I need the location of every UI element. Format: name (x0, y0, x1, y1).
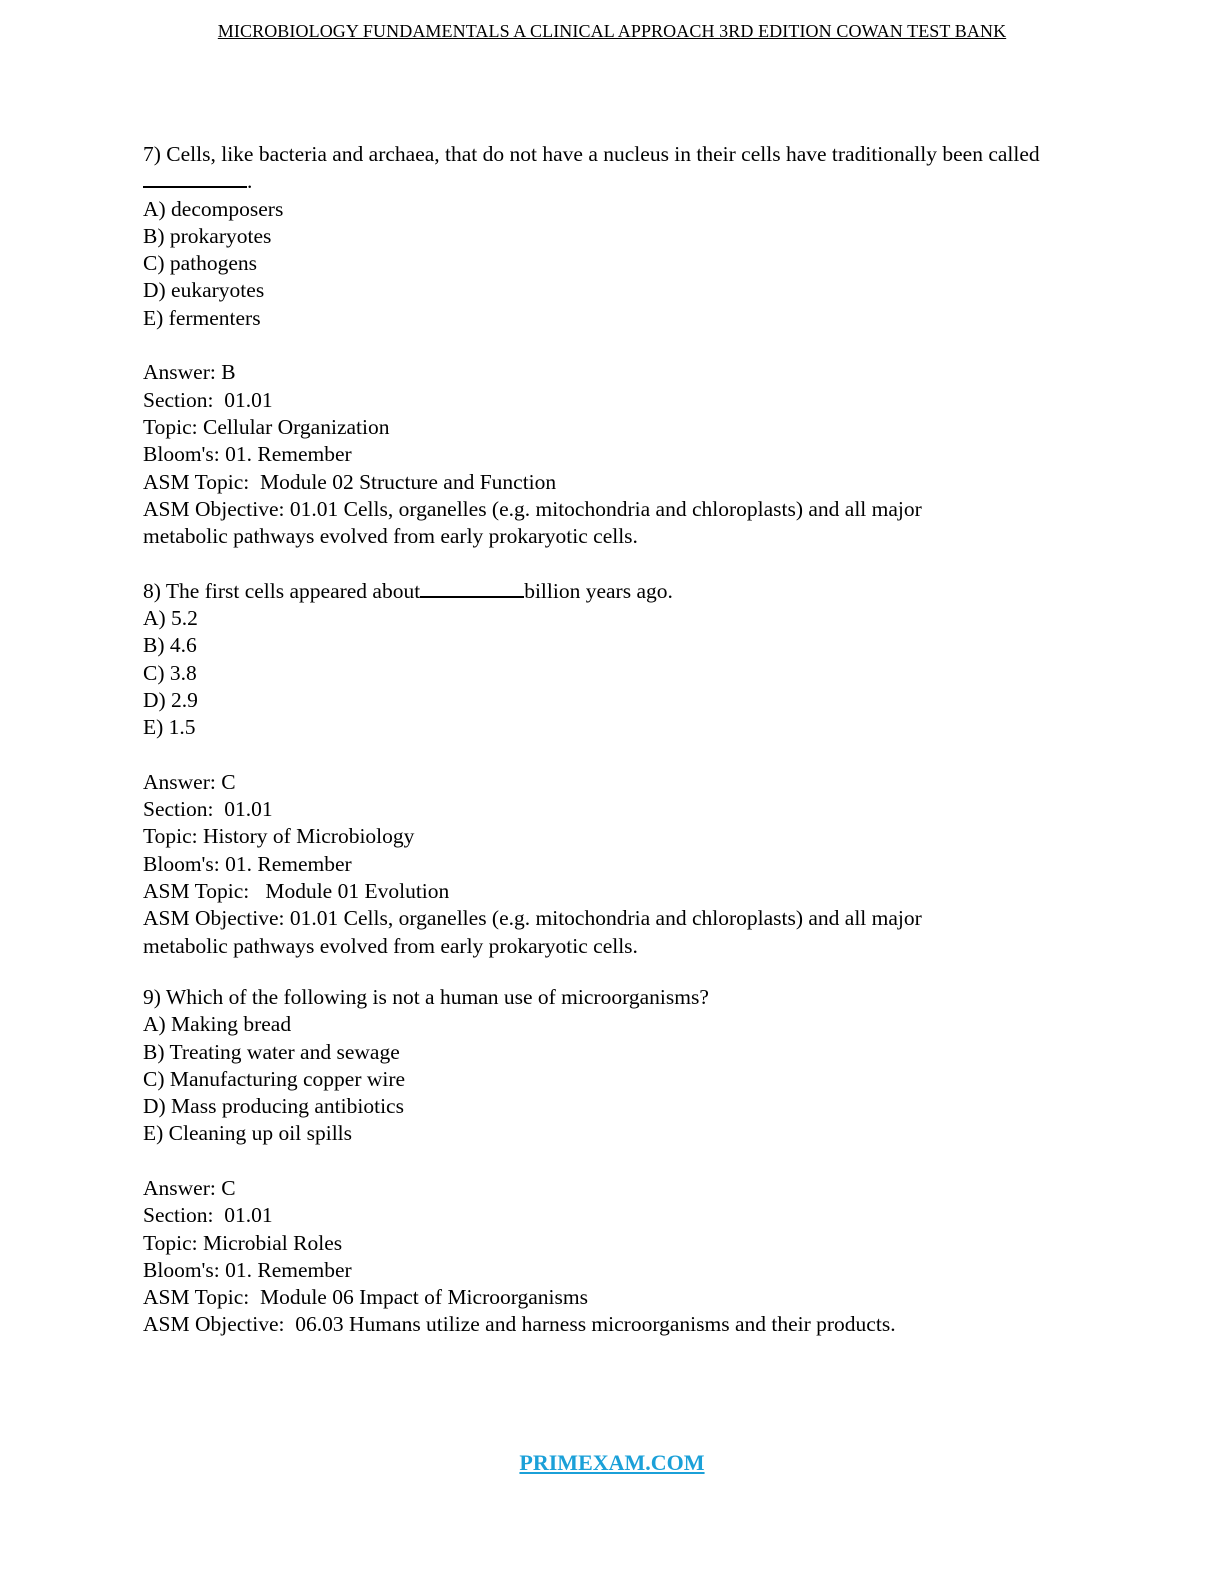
option: A) 5.2 (143, 606, 198, 631)
section: Section: 01.01 (143, 797, 273, 822)
test-bank-content (143, 141, 1093, 1339)
option: A) Making bread (143, 1012, 292, 1037)
stem-text-end: billion years ago. (524, 578, 673, 603)
answer-blank (420, 578, 524, 598)
blooms: Bloom's: 01. Remember (143, 851, 352, 876)
section: Section: 01.01 (143, 387, 273, 412)
option: E) fermenters (143, 305, 261, 330)
asm-objective-cont: metabolic pathways evolved from early prokaryotic cells. (143, 933, 638, 958)
answer: Answer: C (143, 769, 236, 794)
blooms: Bloom's: 01. Remember (143, 442, 352, 467)
question-7 (143, 141, 1093, 550)
option: C) 3.8 (143, 660, 197, 685)
question-stem (143, 578, 1093, 605)
asm-topic: ASM Topic: Module 06 Impact of Microorganisms (143, 1285, 588, 1310)
option: D) eukaryotes (143, 278, 265, 303)
asm-objective: ASM Objective: 01.01 Cells, organelles (e.g. mitochondria and chloroplasts) and all major (143, 906, 922, 931)
topic: Topic: Microbial Roles (143, 1230, 343, 1255)
asm-objective-cont: metabolic pathways evolved from early prokaryotic cells. (143, 524, 638, 549)
page-header-title: MICROBIOLOGY FUNDAMENTALS A CLINICAL APPROACH 3RD EDITION COWAN TEST BANK (217, 21, 1007, 41)
option: C) pathogens (143, 251, 258, 276)
answer-blank (143, 168, 247, 188)
answer: Answer: B (143, 360, 236, 385)
footer-link[interactable]: PRIMEXAM.COM (519, 1450, 705, 1475)
option: A) decomposers (143, 196, 284, 221)
option: B) prokaryotes (143, 223, 272, 248)
option: D) Mass producing antibiotics (143, 1094, 404, 1119)
asm-objective: ASM Objective: 06.03 Humans utilize and harness microorganisms and their products. (143, 1312, 896, 1337)
topic: Topic: History of Microbiology (143, 824, 415, 849)
option: D) 2.9 (143, 687, 198, 712)
blooms: Bloom's: 01. Remember (143, 1257, 352, 1282)
option: B) 4.6 (143, 633, 197, 658)
option: B) Treating water and sewage (143, 1039, 400, 1064)
option: E) Cleaning up oil spills (143, 1121, 353, 1146)
question-9 (143, 984, 1093, 1339)
asm-topic: ASM Topic: Module 02 Structure and Function (143, 469, 557, 494)
answer: Answer: C (143, 1175, 236, 1200)
section: Section: 01.01 (143, 1203, 273, 1228)
topic: Topic: Cellular Organization (143, 414, 390, 439)
option: E) 1.5 (143, 715, 196, 740)
question-8 (143, 578, 1093, 960)
stem-text: 8) The first cells appeared about (143, 578, 421, 603)
asm-topic: ASM Topic: Module 01 Evolution (143, 879, 450, 904)
stem-text: 7) Cells, like bacteria and archaea, that do not have a nucleus in their cells have traditionally been called (143, 142, 1040, 166)
asm-objective: ASM Objective: 01.01 Cells, organelles (e.g. mitochondria and chloroplasts) and all major (143, 496, 922, 521)
question-stem (143, 141, 1093, 196)
option: C) Manufacturing copper wire (143, 1066, 406, 1091)
question-stem: 9) Which of the following is not a human use of microorganisms? (143, 984, 709, 1009)
stem-text-end: . (247, 169, 253, 194)
